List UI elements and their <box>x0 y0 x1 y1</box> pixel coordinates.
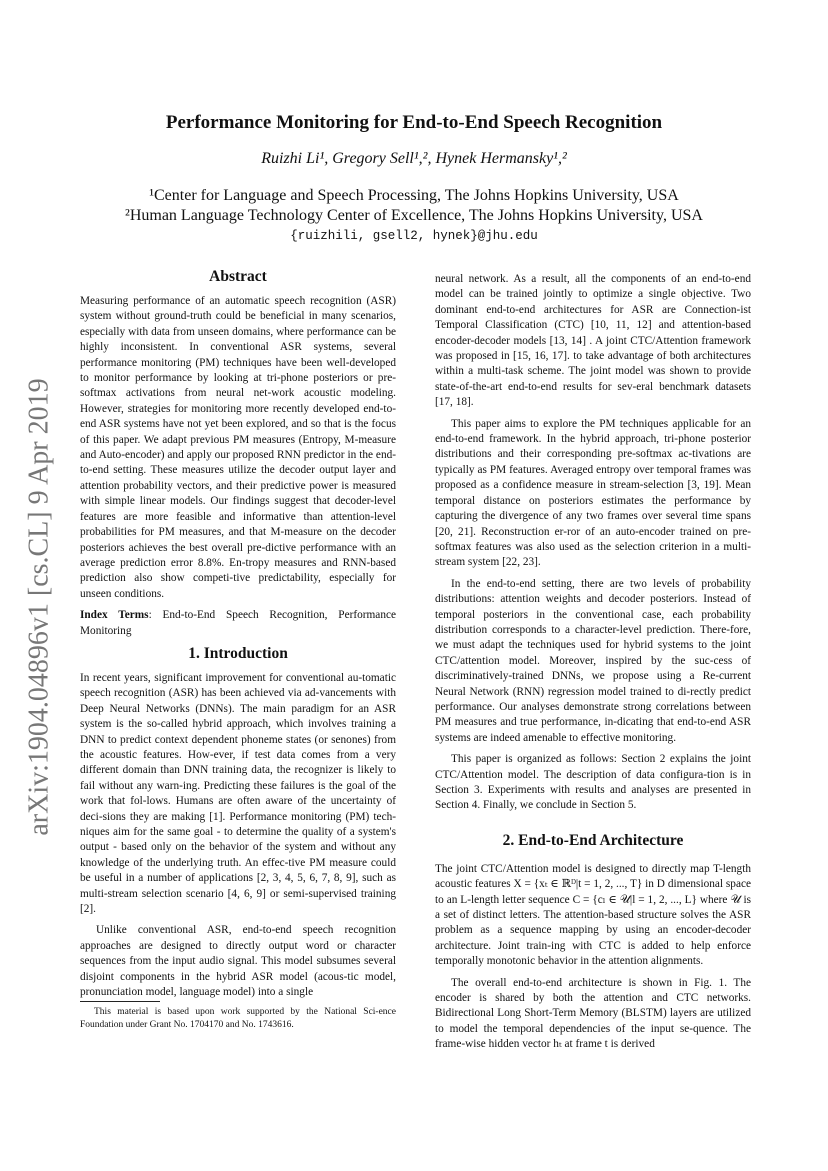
paper-title: Performance Monitoring for End-to-End Speech Recognition <box>165 112 663 133</box>
section-2-paragraph-2: The overall end-to-end architecture is shown in Fig. 1. The encoder is shared by both the attention and CTC networks. Bidirectional Long Short-Term Memory (BLSTM) layers are utilized to model the temporal dependencies of the input se-quence. The frame-wise hidden vector hₜ at frame t is derived <box>435 976 751 1051</box>
index-terms-label: Index Terms <box>80 609 149 622</box>
introduction-paragraph-1: In recent years, significant improvement for conventional au-tomatic speech recognition (ASR) has been achieved via ad-vancements with Deep Neural Networks (DNNs). The main paradigm for an ASR system is the so-called hybrid approach, which involves training a DNN to predict context dependent phoneme states (or senones) from the acoustic features. How-ever, if test data comes from a very different domain than DNN training data, the recognizer is likely to fail without any warn-ing. Predicting these failures is the goal of the work that fol-lows. Humans are often aware of the uncertainty of deci-sions they are making [1]. Performance monitoring (PM) tech-niques aim for the same goal - to determine the quality of a system's output - based only on the behavior of the system and without any knowledge of the underlying truth. An effec-tive PM measure could be useful in a number of applications [2, 3, 4, 5, 6, 7, 8, 9], such as multi-stream selection scenario [4, 6, 9] or semi-supervised training [2]. <box>80 671 396 916</box>
right-column <box>435 272 751 1059</box>
arxiv-sidebar <box>18 372 62 842</box>
paper-authors: Ruizhi Li¹, Gregory Sell¹,², Hynek Hermansky¹,² <box>261 150 567 167</box>
footnote: This material is based upon work supported by the National Sci-ence Foundation under Grant No. 1704170 and No. 1743616. <box>80 1007 396 1030</box>
right-paragraph-1: neural network. As a result, all the components of an end-to-end model can be trained jointly to optimize a single objective. Two dominant end-to-end architectures for ASR are Connection-ist Temporal Classification (CTC) [10, 11, 12] and attention-based encoder-decoder models [13, 14] . A joint CTC/Attention framework was proposed in [15, 16, 17]. to take advantage of both architectures within a multi-task scheme. The joint model was shown to provide state-of-the-art end-to-end results for sev-eral benchmark datasets [17, 18]. <box>435 273 751 409</box>
introduction-paragraph-2: Unlike conventional ASR, end-to-end speech recognition approaches are designed to directly output word or character sequences from the input audio signal. This model subsumes several disjoint components in the hybrid ASR model (acous-tic model, pronunciation model, language model) into a single <box>80 924 396 999</box>
author-emails: {ruizhili, gsell2, hynek}@jhu.edu <box>290 229 538 243</box>
introduction-heading: 1. Introduction <box>188 644 288 662</box>
section-2-paragraph-1: The joint CTC/Attention model is designed to directly map T-length acoustic features X = {xₜ ∈ ℝᴰ|t = 1, 2, ..., T} in D dimensional space to an L-length letter sequence C = {cₗ ∈ 𝒰|l = 1, 2, ..., L} where 𝒰 is a set of distinct letters. The attention-based structure solves the ASR problem as a sequence mapping by using an encoder-decoder architecture. Joint train-ing with CTC is added to help enforce temporally monotonic behavior in the attention alignments. <box>435 862 751 968</box>
right-paragraph-4: This paper is organized as follows: Section 2 explains the joint CTC/Attention model. The description of data configura-tion is in Section 3. Experiments with results and analyses are presented in Section 4. Finally, we conclude in Section 5. <box>435 753 751 812</box>
abstract-heading: Abstract <box>209 268 267 285</box>
index-terms <box>80 608 396 639</box>
affiliation-2: ²Human Language Technology Center of Excellence, The Johns Hopkins University, USA <box>125 207 703 224</box>
right-paragraph-3: In the end-to-end setting, there are two levels of probability distributions: attention weights and decoder posteriors. Instead of temporal posteriors in the conventional case, each probability distribution corresponds to a character-level prediction. There-fore, we must adapt the techniques used for hybrid systems to the joint CTC/attention model. Moreover, inspired by the suc-cess of discriminatively-trained DNNs, we propose using a Re-current Neural Network (RNN) regression model trained to di-rectly predict performance. Our analyses demonstrate strong correlations between PM measures and true performance, in-dicating that end-to-end ASR systems are indeed amenable to effective monitoring. <box>435 577 751 744</box>
arxiv-identifier: arXiv:1904.04896v1 [cs.CL] 9 Apr 2019 <box>24 378 56 836</box>
abstract-text: Measuring performance of an automatic speech recognition (ASR) system without ground-truth could be beneficial in many scenarios, especially with data from unseen domains, where performance can be highly inconsistent. In conventional ASR systems, several performance monitoring (PM) techniques have been well-developed to monitor performance by looking at tri-phone posteriors or pre-softmax activations from neural net-work acoustic modeling. However, strategies for monitoring more recently developed end-to-end ASR systems have not yet been explored, and so that is the focus of this paper. We adapt previous PM measures (Entropy, M-measure and Auto-encoder) and apply our proposed RNN predictor in the end-to-end setting. These measures utilize the decoder output layer and attention probability vectors, and their predictive power is measured with simple linear models. Our findings suggest that decoder-level features are more feasible and informative than attention-level probabilities for PM measures, and that M-measure on the decoder posteriors achieves the best overall pre-dictive performance with an average prediction error 8.8%. En-tropy measures and RNN-based prediction also show competi-tive predictability, especially for unseen conditions. <box>80 295 396 600</box>
footnote-rule <box>80 1001 160 1002</box>
right-paragraph-2: This paper aims to explore the PM techniques applicable for an end-to-end framework. In the hybrid approach, tri-phone posterior distributions and their corresponding pre-softmax ac-tivations are typically as PM features. Averaged entropy over temporal frames was proposed as a confidence measure in stream-selection [3, 19]. Mean temporal distance on posteriors estimates the performance by capturing the divergence of any two frames over several time spans [20, 21]. Reconstruction er-ror of an auto-encoder trained on pre-softmax features was also used as the selection criterion in a multi-stream system [22, 23]. <box>435 417 751 569</box>
affiliation-1: ¹Center for Language and Speech Processing, The Johns Hopkins University, USA <box>149 187 679 204</box>
index-terms-text: : End-to-End Speech Recognition, Performance Monitoring <box>80 609 396 637</box>
left-column <box>80 268 396 1006</box>
section-2-heading: 2. End-to-End Architecture <box>502 831 684 849</box>
